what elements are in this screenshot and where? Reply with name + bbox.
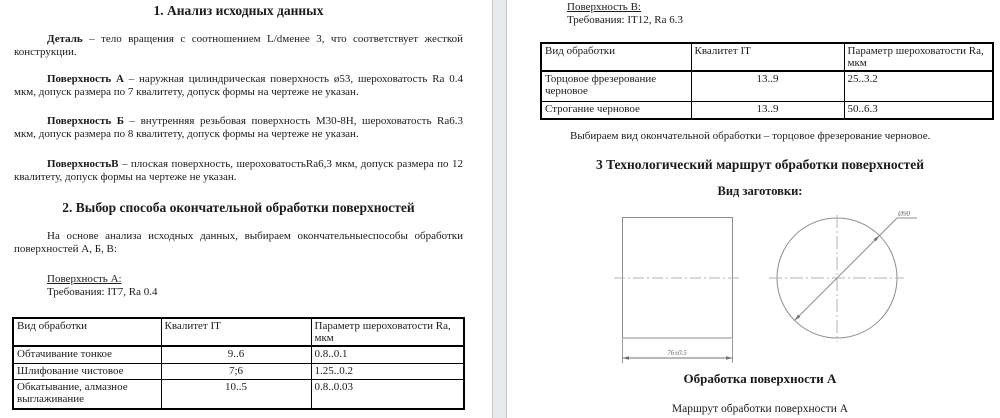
header-cell: Вид обработки [13,318,161,346]
cell-method: Обкатывание, алмазное выглаживание [13,380,161,410]
cell-method: Шлифование чистовое [13,364,161,380]
dimension-arrow [726,356,733,360]
paragraph-detail-text: – тело вращения с соотношением L/dменее 3, что соответствует жесткой конструкции. [14,33,463,58]
section-heading-route: 3 Технологический маршрут обработки поверхностей [595,157,925,172]
route-heading: Маршрут обработки поверхности А [671,403,849,415]
cell-grade: 9..6 [161,346,311,364]
cell-roughness: 50..6.3 [844,102,993,120]
finish-options-table-surface-v [540,42,994,120]
surface-v-requirements: Требования: IT12, Ra 6.3 [567,14,683,26]
paragraph-detail-lead: Деталь [47,33,83,45]
table-header-row [541,43,993,71]
blank-drawing [507,205,1000,370]
blank-view-label: Вид заготовки: [717,184,803,198]
paragraph-surface-a [14,73,463,98]
surface-v-label: Поверхность В: [567,1,641,13]
cell-method: Обтачивание тонкое [13,346,161,364]
paragraph-surface-v [14,158,463,183]
length-dimension-label: 76±0.5 [667,349,687,357]
paragraph-surface-b-text: – внутренняя резьбовая поверхность М30-8Н, шероховатость Ra6.3 мкм, допуск размера по 8 квалитету, допуск формы на чертеже не указан. [14,115,463,140]
cell-method: Строгание черновое [541,102,691,120]
table-row [13,346,464,364]
cell-roughness: 0.8..0.1 [311,346,464,364]
header-cell: Квалитет IT [161,318,311,346]
header-cell: Квалитет IT [691,43,844,71]
paragraph-surface-v-text: – плоская поверхность, шероховатостьRa6,3 мкм, допуск размера по 12 квалитету, допуск формы на чертеже не указан. [14,158,463,183]
surface-a-requirements: Требования: IT7, Ra 0.4 [47,286,158,298]
surface-a-label: Поверхность А: [47,273,122,285]
paragraph-surface-a-lead: Поверхность А [47,73,124,85]
cell-grade: 7;6 [161,364,311,380]
paragraph-surface-b-lead: Поверхность Б [47,115,124,127]
cell-grade: 13..9 [691,102,844,120]
finish-options-table-surface-a [12,317,465,410]
table-row [13,364,464,380]
diameter-dimension-label: Ø90 [898,210,911,218]
header-cell: Вид обработки [541,43,691,71]
header-cell: Параметр шероховатости Ra, мкм [844,43,993,71]
document-page-right [506,0,1000,418]
paragraph-surface-a-text: – наружная цилиндрическая поверхность ø53, шероховатость Ra 0.4 мкм, допуск размера по 7 квалитету, допуск формы на чертеже не указан. [14,73,463,98]
cell-roughness: 0.8..0.03 [311,380,464,410]
cell-roughness: 1.25..0.2 [311,364,464,380]
document-page-left [0,0,493,418]
section-heading-analysis: 1. Анализ исходных данных [153,3,324,18]
paragraph-surface-v-lead: ПоверхностьВ [47,158,119,170]
cell-grade: 13..9 [691,71,844,102]
paragraph-intro: На основе анализа исходных данных, выбираем окончательныеспособы обработки поверхностей А, Б, В: [14,230,463,255]
diameter-leader-line [879,218,917,236]
paragraph-detail [14,33,463,58]
dimension-arrow [623,356,630,360]
table-header-row [13,318,464,346]
cell-method: Торцовое фрезерование черновое [541,71,691,102]
table-row [13,380,464,410]
table-row [541,71,993,102]
section-heading-finish-choice: 2. Выбор способа окончательной обработки поверхностей [62,200,415,215]
paragraph-surface-b [14,115,463,140]
paragraph-conclusion: Выбираем вид окончательной обработки – торцовое фрезерование черновое. [570,130,931,142]
surface-a-processing-heading: Обработка поверхности А [683,371,837,386]
header-cell: Параметр шероховатости Ra, мкм [311,318,464,346]
table-row [541,102,993,120]
cell-roughness: 25..3.2 [844,71,993,102]
cell-grade: 10..5 [161,380,311,410]
